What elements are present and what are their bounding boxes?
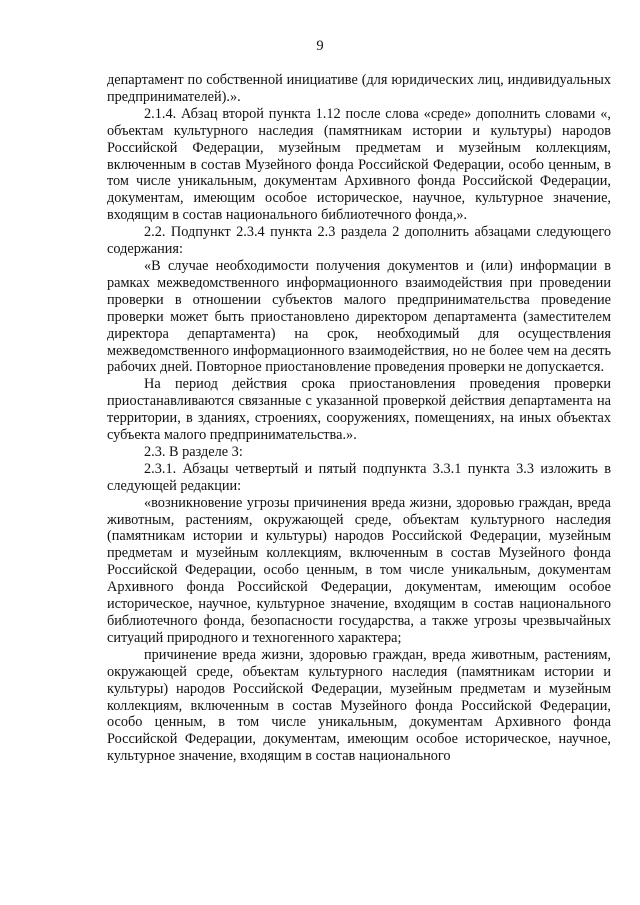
paragraph-quoted-suspension: «В случае необходимости получения документов и (или) информации в рамках межведомственного информационного взаимодействия при проведении проверки в отношении субъектов малого предпринимательства проведение проверки может быть приостановлено директором департамента (заместителем директора департамента) на срок, необходимый для осуществления межведомственного информационного взаимодействия, но не более чем на десять рабочих дней. Повторное приостановление проведения проверки не допускается. [107,257,611,376]
paragraph-item-2-2: 2.2. Подпункт 2.3.4 пункта 2.3 раздела 2 дополнить абзацами следующего содержания: [107,224,611,258]
paragraph-suspension-period: На период действия срока приостановления проведения проверки приостанавливаются связанные с указанной проверкой действия департамента на территории, в зданиях, строениях, сооружениях, помещениях, на иных объектах субъекта малого предпринимательства.». [107,376,611,444]
paragraph-harm: причинение вреда жизни, здоровью граждан, вреда животным, растениям, окружающей среде, объектам культурного наследия (памятникам истории и культуры) народов Российской Федерации, музейным предметам и музейным коллекциям, включенным в состав Музейного фонда Российской Федерации, особо ценным, в том числе уникальным, документам Архивного фонда Российской Федерации, документам, имеющим особое историческое, научное, культурное значение, входящим в состав национального [107,646,611,765]
paragraph-quoted-threat: «возникновение угрозы причинения вреда жизни, здоровью граждан, вреда животным, растениям, окружающей среде, объектам культурного наследия (памятникам истории и культуры) народов Российской Федерации, музейным предметам и музейным коллекциям, включенным в состав Музейного фонда Российской Федерации, особо ценным, в том числе уникальным, документам Архивного фонда Российской Федерации, документам, имеющим особое историческое, научное, культурное значение, входящим в состав национального библиотечного фонда, безопасности государства, а также угрозы чрезвычайных ситуаций природного и техногенного характера; [107,494,611,646]
paragraph-item-2-1-4: 2.1.4. Абзац второй пункта 1.12 после слова «среде» дополнить словами «, объектам культурного наследия (памятникам истории и культуры) народов Российской Федерации, музейным предметам и музейным коллекциям, включенным в состав Музейного фонда Российской Федерации, особо ценным, в том числе уникальным, документам Архивного фонда Российской Федерации, документам, имеющим особое историческое, научное, культурное значение, входящим в состав национального библиотечного фонда,». [107,105,611,224]
paragraph-continuation: департамент по собственной инициативе (для юридических лиц, индивидуальных предпринимателей).». [107,72,611,105]
paragraph-item-2-3: 2.3. В разделе 3: [144,443,243,460]
page-number: 9 [316,38,324,54]
document-body [107,72,611,765]
paragraph-item-2-3-1: 2.3.1. Абзацы четвертый и пятый подпункта 3.3.1 пункта 3.3 изложить в следующей редакции: [107,460,611,494]
